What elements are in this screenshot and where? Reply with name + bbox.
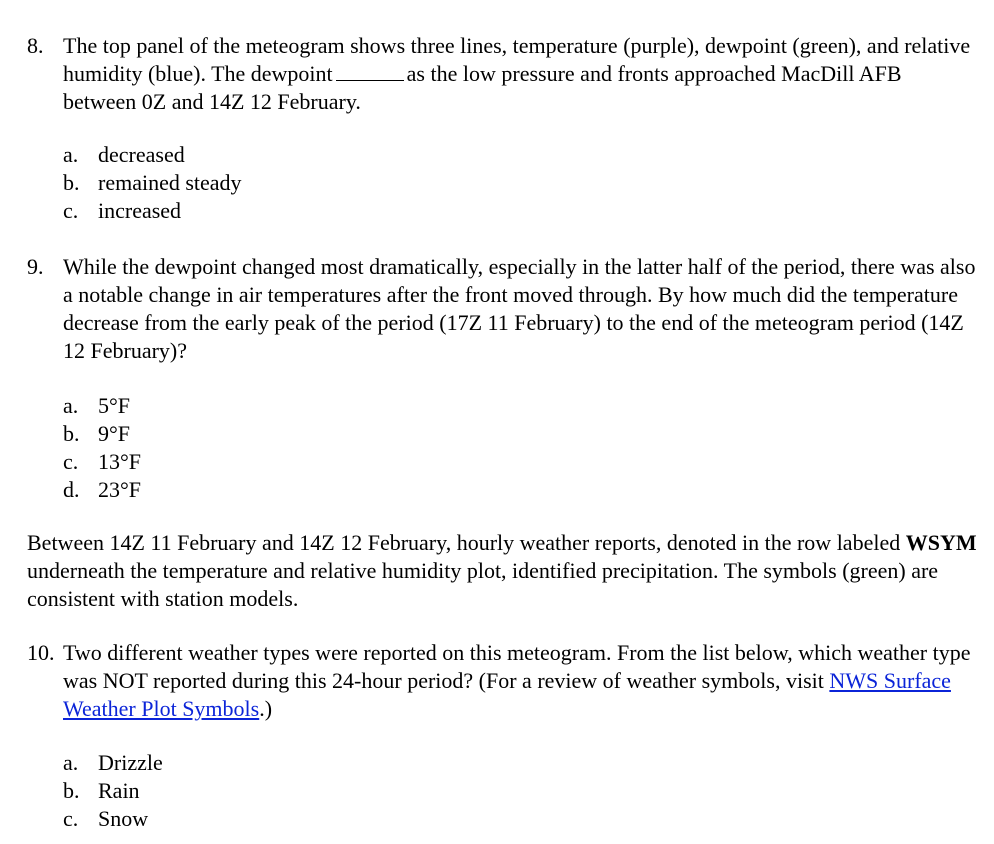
question-text-before: The top panel of the meteogram shows three lines, temperature (purple), dewpoint (green), and relative humidity (blue). The dewpoint <box>63 33 971 86</box>
option-letter: a. <box>63 393 79 418</box>
nws-symbols-link[interactable]: NWS Surface Weather Plot Symbols <box>63 668 951 721</box>
option-text: decreased <box>98 142 185 167</box>
question-number: 8. <box>27 33 44 58</box>
option-letter: d. <box>63 477 80 502</box>
option-text: 13°F <box>98 449 142 474</box>
option-letter: c. <box>63 806 79 831</box>
question-text <box>63 32 977 116</box>
question-text-before: Two different weather types were reported on this meteogram. From the list below, which weather type was NOT reported during this 24-hour period? (For a review of weather symbols, visit <box>63 640 971 693</box>
option-letter: c. <box>63 449 79 474</box>
option-a[interactable] <box>63 392 663 420</box>
option-letter: a. <box>63 750 79 775</box>
option-a[interactable] <box>63 141 663 169</box>
intro-bold-label: WSYM <box>905 530 977 555</box>
option-text: 9°F <box>98 421 131 446</box>
answer-blank <box>336 60 404 81</box>
option-letter: b. <box>63 170 80 195</box>
question-9-options <box>63 392 663 504</box>
option-d[interactable] <box>63 476 663 504</box>
intro-text-after: underneath the temperature and relative humidity plot, identified precipitation. The symbols (green) are consistent with station models. <box>27 558 939 611</box>
question-10-options <box>63 749 663 833</box>
question-text-after: .) <box>259 696 273 721</box>
option-b[interactable] <box>63 420 663 448</box>
option-a[interactable] <box>63 749 663 777</box>
intro-paragraph <box>27 529 977 613</box>
option-b[interactable] <box>63 777 663 805</box>
question-text: While the dewpoint changed most dramatically, especially in the latter half of the period, there was also a notable change in air temperatures after the front moved through. By how much did the temperature decrease from the early peak of the period (17Z 11 February) to the end of the meteogram period (14Z 12 February)? <box>63 254 976 363</box>
option-c[interactable] <box>63 197 663 225</box>
option-text: Drizzle <box>98 750 163 775</box>
question-8 <box>27 32 977 116</box>
option-letter: b. <box>63 778 80 803</box>
intro-text-before: Between 14Z 11 February and 14Z 12 February, hourly weather reports, denoted in the row labeled <box>27 530 901 555</box>
question-text-after: as the low pressure and fronts approached MacDill AFB between 0Z and 14Z 12 February. <box>63 61 902 114</box>
question-10 <box>27 639 977 723</box>
question-8-options <box>63 141 663 225</box>
option-text: Snow <box>98 806 149 831</box>
option-b[interactable] <box>63 169 663 197</box>
option-text: increased <box>98 198 182 223</box>
option-text: 5°F <box>98 393 131 418</box>
option-text: 23°F <box>98 477 142 502</box>
question-9 <box>27 253 977 365</box>
question-number: 9. <box>27 254 44 279</box>
option-c[interactable] <box>63 805 663 833</box>
question-number: 10. <box>27 640 55 665</box>
option-text: Rain <box>98 778 140 803</box>
option-letter: a. <box>63 142 79 167</box>
option-letter: c. <box>63 198 79 223</box>
question-text <box>63 639 977 723</box>
option-text: remained steady <box>98 170 242 195</box>
option-letter: b. <box>63 421 80 446</box>
option-c[interactable] <box>63 448 663 476</box>
